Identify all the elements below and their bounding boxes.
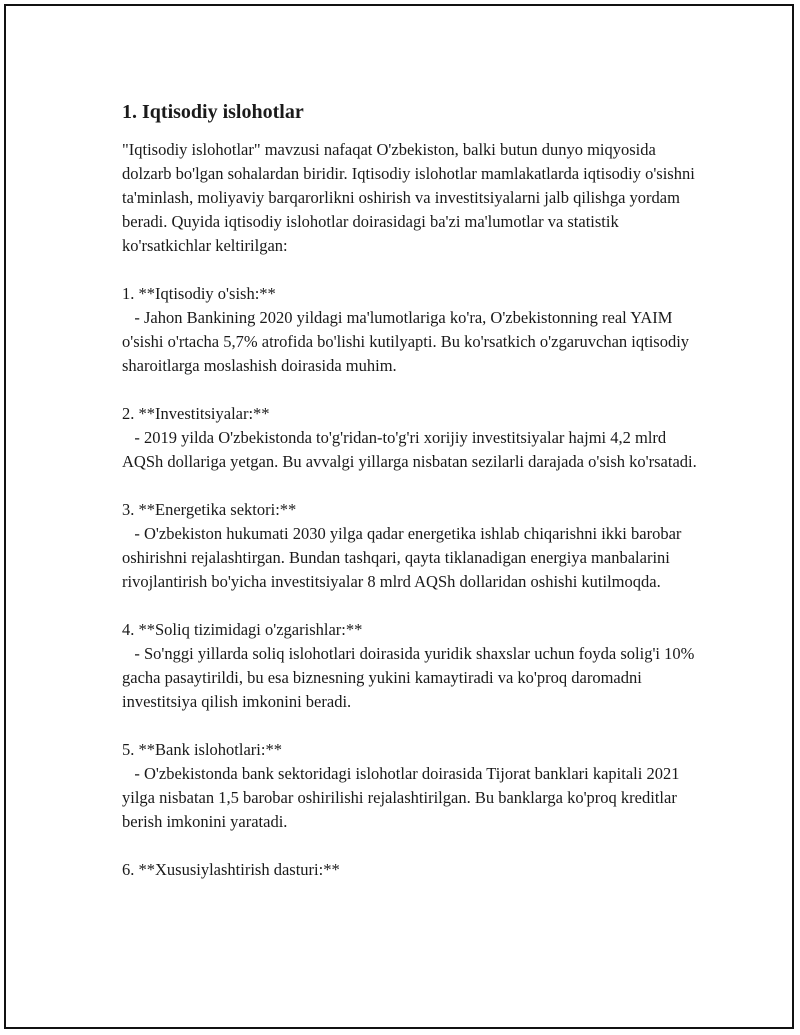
section-heading: 1. Iqtisodiy islohotlar xyxy=(122,101,304,123)
item-title-bank-reforms: 5. **Bank islohotlari:** xyxy=(122,740,282,759)
spacer xyxy=(122,474,702,498)
item-title-energy-sector: 3. **Energetika sektori:** xyxy=(122,500,297,519)
spacer xyxy=(122,258,702,282)
item-body-tax-changes: - So'nggi yillarda soliq islohotlari doirasida yuridik shaxslar uchun foyda solig'i 10% gacha pasaytirildi, bu esa biznesning yukini kamaytiradi va ko'proq daromadni investitsiya qilish imkonini beradi. xyxy=(122,644,699,711)
spacer xyxy=(122,378,702,402)
item-body-economic-growth: - Jahon Bankining 2020 yildagi ma'lumotlariga ko'ra, O'zbekistonning real YAIM o'sishi o'rtacha 5,7% atrofida bo'lishi kutilyapti. Bu ko'rsatkich o'zgaruvchan iqtisodiy sharoitlarga moslashish doirasida muhim. xyxy=(122,308,694,375)
intro-paragraph: "Iqtisodiy islohotlar" mavzusi nafaqat O'zbekiston, balki butun dunyo miqyosida dolzarb bo'lgan sohalardan biridir. Iqtisodiy islohotlar mamlakatlarda iqtisodiy o'sishni ta'minlash, moliyaviy barqarorlikni oshirish va investitsiyalarni jalb qilishga yordam beradi. Quyida iqtisodiy islohotlar doirasidagi ba'zi ma'lumotlar va statistik ko'rsatkichlar keltirilgan: xyxy=(122,140,699,255)
item-title-tax-changes: 4. **Soliq tizimidagi o'zgarishlar:** xyxy=(122,620,363,639)
spacer xyxy=(122,834,702,858)
item-title-investments: 2. **Investitsiyalar:** xyxy=(122,404,270,423)
item-title-privatization: 6. **Xususiylashtirish dasturi:** xyxy=(122,860,340,879)
item-body-bank-reforms: - O'zbekistonda bank sektoridagi islohotlar doirasida Tijorat banklari kapitali 2021 yilga nisbatan 1,5 barobar oshirilishi rejalashtirilgan. Bu banklarga ko'proq kreditlar berish imkonini yaratadi. xyxy=(122,764,684,831)
item-body-investments: - 2019 yilda O'zbekistonda to'g'ridan-to'g'ri xorijiy investitsiyalar hajmi 4,2 mlrd AQSh dollariga yetgan. Bu avvalgi yillarga nisbatan sezilarli darajada o'sish ko'rsatadi. xyxy=(122,428,697,471)
spacer xyxy=(122,594,702,618)
document-page xyxy=(4,4,794,1029)
item-title-economic-growth: 1. **Iqtisodiy o'sish:** xyxy=(122,284,276,303)
item-body-energy-sector: - O'zbekiston hukumati 2030 yilga qadar energetika ishlab chiqarishni ikki barobar oshirishni rejalashtirgan. Bundan tashqari, qayta tiklanadigan energiya manbalarini rivojlantirish bo'yicha investitsiyalar 8 mlrd AQSh dollaridan oshishi kutilmoqda. xyxy=(122,524,686,591)
spacer xyxy=(122,714,702,738)
document-content xyxy=(122,98,702,882)
